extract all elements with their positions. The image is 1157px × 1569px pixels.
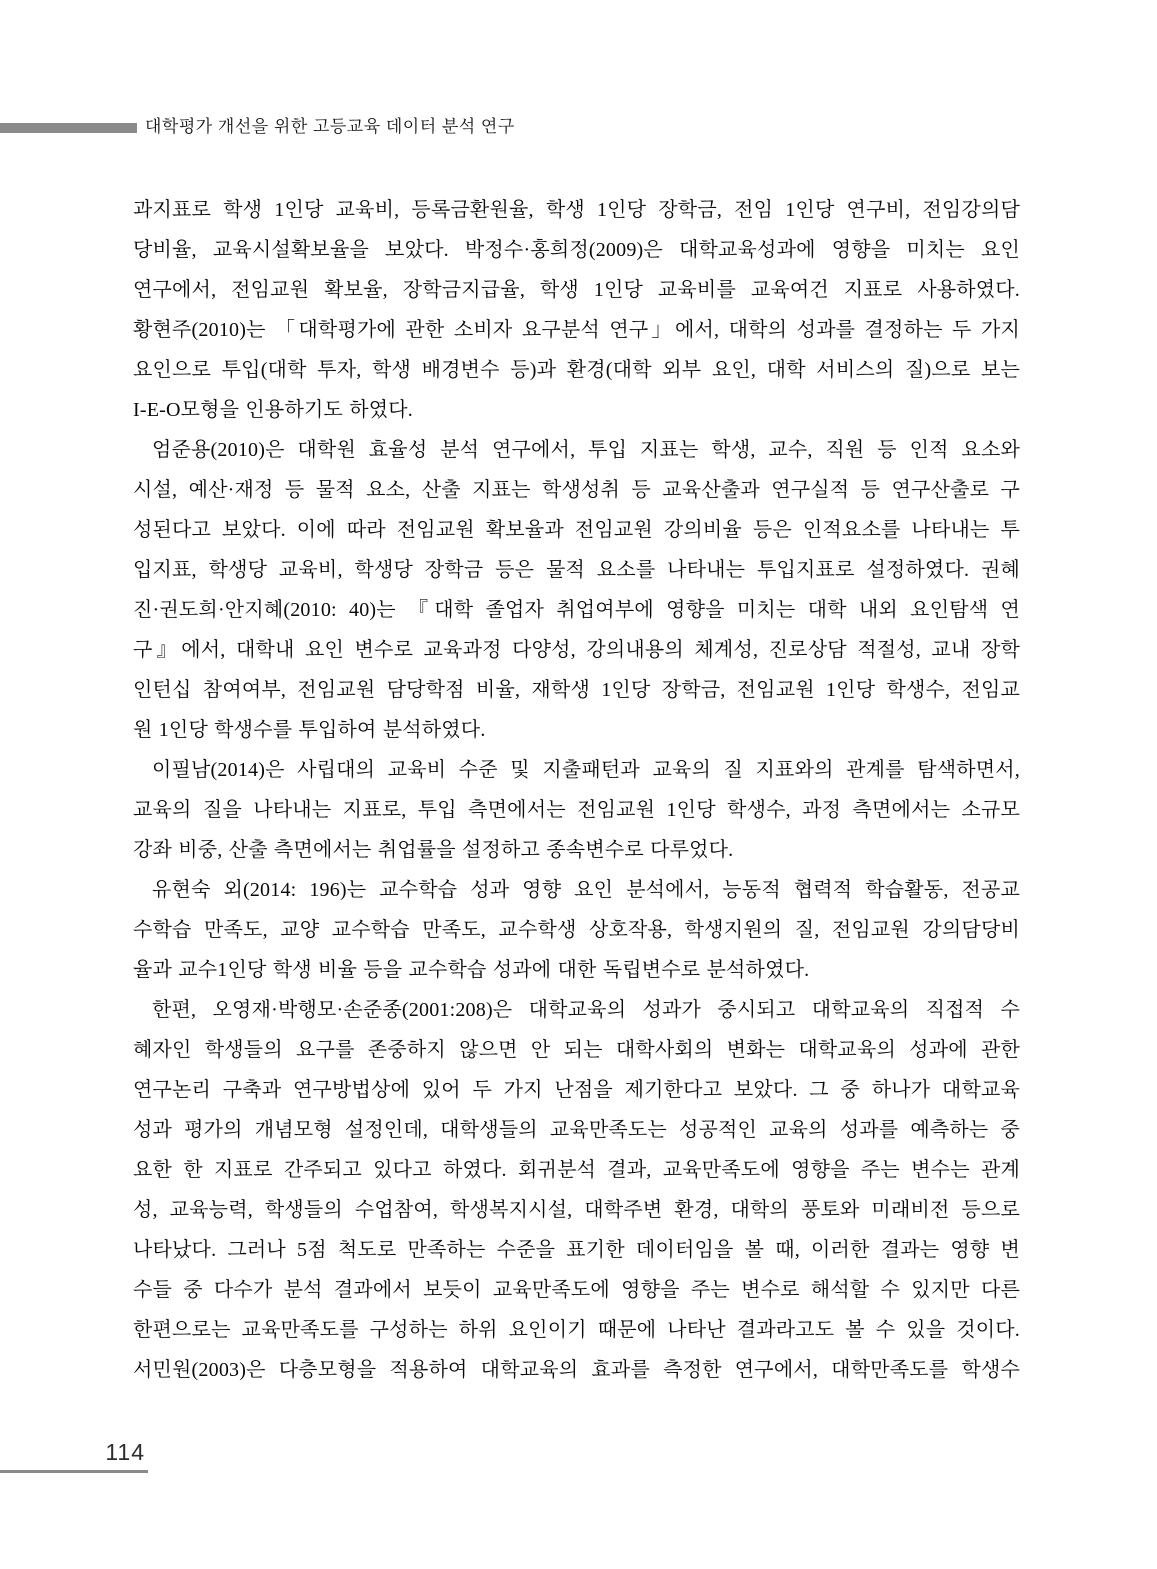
- text-line: 연구논리 구축과 연구방법상에 있어 두 가지 난점을 제기한다고 보았다. 그 중 하나가 대학교육: [133, 1079, 1020, 1101]
- text-line: 황현주(2010)는 「대학평가에 관한 소비자 요구분석 연구」에서, 대학의 성과를 결정하는 두 가지: [133, 319, 1020, 341]
- text-line: 엄준용(2010)은 대학원 효율성 분석 연구에서, 투입 지표는 학생, 교수, 직원 등 인적 요소와: [152, 439, 1020, 461]
- text-line: 이필남(2014)은 사립대의 교육비 수준 및 지출패턴과 교육의 질 지표와의 관계를 탐색하면서,: [152, 759, 1020, 781]
- text-line: 교육의 질을 나타내는 지표로, 투입 측면에서는 전임교원 1인당 학생수, 과정 측면에서는 소규모: [133, 799, 1020, 821]
- text-line: 나타났다. 그러나 5점 척도로 만족하는 수준을 표기한 데이터임을 볼 때, 이러한 결과는 영향 변: [133, 1239, 1020, 1261]
- text-line: 혜자인 학생들의 요구를 존중하지 않으면 안 되는 대학사회의 변화는 대학교육의 성과에 관한: [133, 1039, 1020, 1061]
- text-line: 율과 교수1인당 학생 비율 등을 교수학습 성과에 대한 독립변수로 분석하였다.: [133, 959, 810, 981]
- text-line: 유현숙 외(2014: 196)는 교수학습 성과 영향 요인 분석에서, 능동적 협력적 학습활동, 전공교: [152, 879, 1020, 901]
- text-line: 한편, 오영재·박행모·손준종(2001:208)은 대학교육의 성과가 중시되고 대학교육의 직접적 수: [152, 999, 1020, 1021]
- text-line: 서민원(2003)은 다층모형을 적용하여 대학교육의 효과를 측정한 연구에서, 대학만족도를 학생수: [133, 1359, 1020, 1381]
- text-line: 연구에서, 전임교원 확보율, 장학금지급율, 학생 1인당 교육비를 교육여건 지표로 사용하였다.: [133, 279, 1020, 301]
- text-line: 당비율, 교육시설확보율을 보았다. 박정수·홍희정(2009)은 대학교육성과에 영향을 미치는 요인: [133, 239, 1020, 261]
- text-line: 한편으로는 교육만족도를 구성하는 하위 요인이기 때문에 나타난 결과라고도 볼 수 있을 것이다.: [133, 1319, 1020, 1341]
- text-line: 강좌 비중, 산출 측면에서는 취업률을 설정하고 종속변수로 다루었다.: [133, 839, 734, 861]
- body-text: [133, 190, 1020, 1390]
- running-header-title: 대학평가 개선을 위한 고등교육 데이터 분석 연구: [145, 117, 515, 136]
- text-line: 입지표, 학생당 교육비, 학생당 장학금 등은 물적 요소를 나타내는 투입지표로 설정하였다. 권혜: [133, 559, 1020, 581]
- text-line: I-E-O모형을 인용하기도 하였다.: [133, 399, 413, 421]
- page-number: 114: [105, 1439, 145, 1465]
- text-line: 구』에서, 대학내 요인 변수로 교육과정 다양성, 강의내용의 체계성, 진로상담 적절성, 교내 장학: [133, 639, 1020, 661]
- text-line: 원 1인당 학생수를 투입하여 분석하였다.: [133, 719, 486, 741]
- text-line: 성, 교육능력, 학생들의 수업참여, 학생복지시설, 대학주변 환경, 대학의 풍토와 미래비전 등으로: [133, 1199, 1020, 1221]
- text-line: 시설, 예산·재정 등 물적 요소, 산출 지표는 학생성취 등 교육산출과 연구실적 등 연구산출로 구: [133, 479, 1020, 501]
- text-line: 성된다고 보았다. 이에 따라 전임교원 확보율과 전임교원 강의비율 등은 인적요소를 나타내는 투: [133, 519, 1020, 541]
- text-line: 과지표로 학생 1인당 교육비, 등록금환원율, 학생 1인당 장학금, 전임 1인당 연구비, 전임강의담: [133, 199, 1020, 221]
- text-line: 성과 평가의 개념모형 설정인데, 대학생들의 교육만족도는 성공적인 교육의 성과를 예측하는 중: [133, 1119, 1020, 1141]
- header-accent-bar: [0, 123, 137, 133]
- text-line: 인턴십 참여여부, 전임교원 담당학점 비율, 재학생 1인당 장학금, 전임교원 1인당 학생수, 전임교: [133, 679, 1020, 701]
- text-line: 요한 한 지표로 간주되고 있다고 하였다. 회귀분석 결과, 교육만족도에 영향을 주는 변수는 관계: [133, 1159, 1020, 1181]
- text-line: 요인으로 투입(대학 투자, 학생 배경변수 등)과 환경(대학 외부 요인, 대학 서비스의 질)으로 보는: [133, 359, 1020, 381]
- text-line: 수들 중 다수가 분석 결과에서 보듯이 교육만족도에 영향을 주는 변수로 해석할 수 있지만 다른: [133, 1279, 1020, 1301]
- text-line: 진·권도희·안지혜(2010: 40)는 『대학 졸업자 취업여부에 영향을 미치는 대학 내외 요인탐색 연: [133, 599, 1020, 621]
- text-line: 수학습 만족도, 교양 교수학습 만족도, 교수학생 상호작용, 학생지원의 질, 전임교원 강의담당비: [133, 919, 1020, 941]
- footer-rule: [0, 1470, 148, 1473]
